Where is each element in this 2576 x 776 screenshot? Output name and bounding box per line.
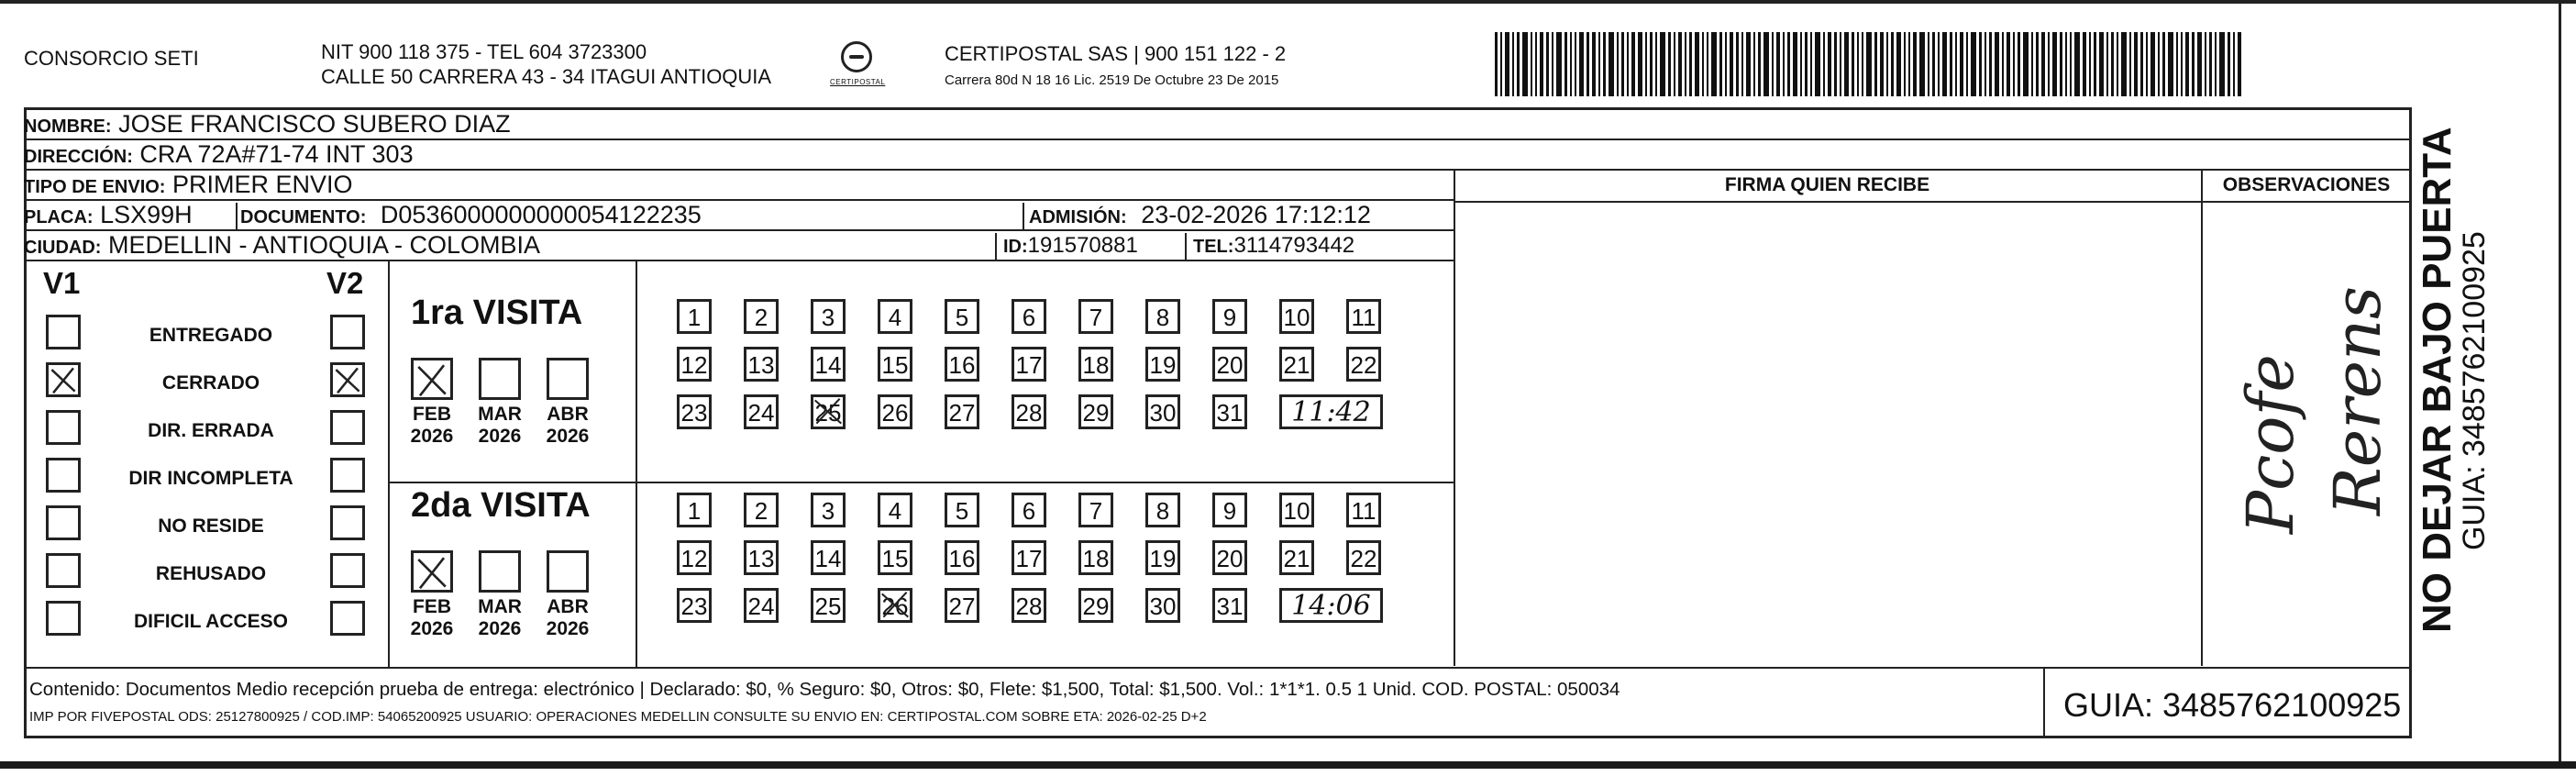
barcode-bar	[1540, 32, 1543, 96]
divider	[1185, 233, 1187, 261]
second-visit-title: 2da VISITA	[411, 486, 591, 525]
barcode-bar	[1517, 32, 1520, 96]
first-visit-day-box[interactable]: 29	[1078, 394, 1113, 429]
v2-checkbox[interactable]	[330, 601, 365, 636]
v2-checkbox[interactable]	[330, 410, 365, 445]
tipo-label: TIPO DE ENVIO:	[24, 177, 166, 197]
carrier-line: CERTIPOSTAL SAS | 900 151 122 - 2	[945, 42, 1287, 65]
v1-checkbox[interactable]	[46, 505, 81, 540]
first-visit-day-box[interactable]: 2	[744, 299, 779, 334]
top-border	[0, 0, 2576, 4]
barcode-bar	[2094, 32, 2096, 96]
second-visit-day-box[interactable]: 6	[1012, 493, 1046, 527]
footer-guia: GUIA: 3485762100925	[2063, 686, 2402, 724]
barcode-bar	[1711, 32, 1717, 96]
side-text	[2417, 0, 2491, 633]
first-visit-day-box[interactable]: 1	[677, 299, 712, 334]
barcode-bar	[2002, 32, 2004, 96]
first-visit-title: 1ra VISITA	[411, 294, 583, 332]
v2-checkbox[interactable]	[330, 315, 365, 349]
second-visit-day-box[interactable]: 21	[1279, 540, 1314, 575]
barcode-bar	[1776, 32, 1780, 96]
imp-line: IMP POR FIVEPOSTAL ODS: 25127800925 / COD.IMP: 54065200925 USUARIO: OPERACIONES MEDELLIN CONSULTE SU ENVIO EN: CERTIPOSTAL.COM SOBRE ETA: 2026-02-25 D+2	[29, 709, 1207, 725]
second-visit-day-box[interactable]: 7	[1078, 493, 1113, 527]
certipostal-logo	[830, 41, 885, 92]
barcode-bar	[1772, 32, 1774, 96]
first-visit-day-box[interactable]: 16	[945, 347, 979, 382]
first-visit-month-label: ABR 2026	[546, 404, 590, 447]
barcode-bar	[2117, 32, 2118, 96]
no-dejar-warning: NO DEJAR BAJO PUERTA	[2415, 127, 2460, 633]
documento-label: DOCUMENTO:	[240, 207, 367, 227]
first-visit-month-checkbox[interactable]	[411, 358, 453, 400]
barcode-bar	[2146, 32, 2148, 96]
barcode-bar	[1609, 32, 1614, 96]
row-nombre	[24, 110, 2412, 140]
handwriting-line-1: Pcofe	[2233, 354, 2308, 534]
id-label: ID:	[1003, 237, 1028, 257]
barcode-bar	[1707, 32, 1708, 96]
second-visit-day-box[interactable]: 30	[1145, 588, 1180, 623]
status-label: DIR INCOMPLETA	[128, 468, 293, 489]
first-visit-day-box[interactable]: 21	[1279, 347, 1314, 382]
barcode-bar	[2041, 32, 2045, 96]
status-label: DIR. ERRADA	[148, 420, 274, 441]
documento-value: D0536000000000054122235	[380, 201, 702, 228]
barcode-bar	[1645, 32, 1647, 96]
second-visit-day-box[interactable]: 8	[1145, 493, 1180, 527]
second-visit-day-box[interactable]: 31	[1212, 588, 1247, 623]
barcode-bar	[1753, 32, 1755, 96]
id-value: 191570881	[1027, 233, 1138, 258]
barcode-bar	[1886, 32, 1888, 96]
second-visit-day-box[interactable]: 15	[878, 540, 912, 575]
barcode-bar	[1862, 32, 1863, 96]
barcode-bar	[1598, 32, 1600, 96]
column-header-line	[1454, 201, 2412, 203]
barcode-bar	[1638, 32, 1642, 96]
first-visit-day-box[interactable]: 17	[1012, 347, 1046, 382]
second-visit-day-box[interactable]: 16	[945, 540, 979, 575]
barcode-bar	[1960, 32, 1963, 96]
barcode-bar	[1844, 32, 1849, 96]
barcode	[1495, 32, 2540, 96]
second-visit-day-box[interactable]: 29	[1078, 588, 1113, 623]
first-visit-day-box[interactable]: 10	[1279, 299, 1314, 334]
barcode-bar	[2176, 32, 2178, 96]
barcode-bar	[1955, 32, 1957, 96]
barcode-bar	[1535, 32, 1537, 96]
first-visit-day-box[interactable]: 14	[811, 347, 846, 382]
first-visit-day-box[interactable]: 3	[811, 299, 846, 334]
barcode-bar	[1979, 32, 1982, 96]
barcode-bar	[1763, 32, 1769, 96]
first-visit-day-box[interactable]: 11	[1346, 299, 1381, 334]
barcode-bar	[2129, 32, 2131, 96]
second-visit-day-box[interactable]: 5	[945, 493, 979, 527]
first-visit-day-box[interactable]: 9	[1212, 299, 1247, 334]
first-visit-month-checkbox[interactable]	[547, 358, 589, 400]
barcode-bar	[1736, 32, 1739, 96]
v1-checkbox[interactable]	[46, 553, 81, 588]
first-visit-day-box[interactable]: 18	[1078, 347, 1113, 382]
barcode-bar	[2052, 32, 2057, 96]
v2-checkbox[interactable]	[330, 362, 365, 397]
barcode-bar	[1741, 32, 1743, 96]
barcode-bar	[1787, 32, 1790, 96]
barcode-bar	[1746, 32, 1751, 96]
tel-label: TEL:	[1193, 237, 1234, 257]
first-visit-day-box[interactable]: 8	[1145, 299, 1180, 334]
second-visit-day-box[interactable]: 13	[744, 540, 779, 575]
right-border	[2559, 0, 2561, 761]
placa-value: LSX99H	[100, 201, 193, 228]
barcode-bar	[2150, 32, 2155, 96]
first-visit-day-box[interactable]: 12	[677, 347, 712, 382]
barcode-bar	[2205, 32, 2206, 96]
barcode-bar	[1815, 32, 1820, 96]
second-visit-month-checkbox[interactable]	[547, 550, 589, 593]
signature-area[interactable]	[1458, 204, 2196, 662]
barcode-bar	[1800, 32, 1802, 96]
barcode-bar	[2197, 32, 2202, 96]
barcode-bar	[1522, 32, 1528, 96]
barcode-bar	[1932, 32, 1935, 96]
first-visit-day-box[interactable]: 26	[878, 394, 912, 429]
barcode-bar	[1783, 32, 1785, 96]
barcode-bar	[1828, 32, 1831, 96]
first-visit-day-box[interactable]: 23	[677, 394, 712, 429]
barcode-bar	[2036, 32, 2039, 96]
v2-checkbox[interactable]	[330, 458, 365, 493]
barcode-bar	[2233, 32, 2235, 96]
barcode-bar	[2060, 32, 2062, 96]
second-visit-day-box[interactable]: 10	[1279, 493, 1314, 527]
barcode-bar	[2209, 32, 2212, 96]
first-visit-day-box[interactable]: 13	[744, 347, 779, 382]
v1-checkbox[interactable]	[46, 410, 81, 445]
barcode-bar	[2192, 32, 2195, 96]
row-tipo	[24, 171, 1454, 201]
visit-row-divider	[388, 482, 1454, 483]
second-visit-day-box[interactable]: 1	[677, 493, 712, 527]
barcode-bar	[1695, 32, 1699, 96]
second-visit-month-checkbox[interactable]	[411, 550, 453, 593]
barcode-bar	[1866, 32, 1872, 96]
first-visit-day-box[interactable]: 7	[1078, 299, 1113, 334]
first-visit-day-box[interactable]: 28	[1012, 394, 1046, 429]
barcode-bar	[1985, 32, 1986, 96]
second-visit-day-box[interactable]: 3	[811, 493, 846, 527]
barcode-bar	[1650, 32, 1653, 96]
obs-column-divider	[2201, 171, 2203, 666]
barcode-bar	[2219, 32, 2225, 96]
status-label: ENTREGADO	[149, 325, 273, 346]
barcode-bar	[1592, 32, 1596, 96]
first-visit-month-label: MAR 2026	[478, 404, 522, 447]
barcode-bar	[2238, 32, 2241, 96]
v1-checkbox[interactable]	[46, 458, 81, 493]
second-visit-day-box[interactable]: 23	[677, 588, 712, 623]
second-visit-month-checkbox[interactable]	[479, 550, 521, 593]
second-visit-day-box[interactable]: 28	[1012, 588, 1046, 623]
barcode-bar	[1570, 32, 1572, 96]
v1-checkbox[interactable]	[46, 362, 81, 397]
row-placa	[24, 201, 1454, 231]
barcode-bar	[1810, 32, 1812, 96]
admision-label: ADMISIÓN:	[1029, 207, 1127, 227]
logo-text: CERTIPOSTAL	[830, 78, 886, 86]
barcode-bar	[1702, 32, 1704, 96]
barcode-bar	[1685, 32, 1686, 96]
barcode-bar	[1966, 32, 1968, 96]
license-line: Carrera 80d N 18 16 Lic. 2519 De Octubre 23 De 2015	[945, 72, 1279, 88]
barcode-bar	[1852, 32, 1854, 96]
v1-header: V1	[43, 266, 81, 300]
barcode-bar	[1552, 32, 1553, 96]
barcode-bar	[2106, 32, 2108, 96]
barcode-bar	[1674, 32, 1675, 96]
v2-header: V2	[326, 266, 364, 300]
bottom-border	[0, 761, 2576, 769]
barcode-bar	[2013, 32, 2015, 96]
barcode-bar	[1919, 32, 1925, 96]
second-visit-day-box[interactable]: 12	[677, 540, 712, 575]
direccion-label: DIRECCIÓN:	[24, 147, 133, 167]
second-visit-day-box[interactable]: 2	[744, 493, 779, 527]
second-visit-time: 14:06	[1291, 590, 1371, 622]
barcode-bar	[1758, 32, 1761, 96]
row-direccion	[24, 140, 2412, 171]
barcode-bar	[1617, 32, 1619, 96]
barcode-bar	[1913, 32, 1917, 96]
ciudad-label: CIUDAD:	[24, 238, 102, 258]
barcode-bar	[1564, 32, 1567, 96]
barcode-bar	[1505, 32, 1509, 96]
barcode-bar	[1668, 32, 1671, 96]
second-visit-day-box[interactable]: 26	[878, 588, 912, 623]
nit-line: NIT 900 118 375 - TEL 604 3723300	[321, 40, 647, 63]
first-visit-month-label: FEB 2026	[410, 404, 454, 447]
barcode-bar	[2023, 32, 2029, 96]
barcode-bar	[1689, 32, 1692, 96]
second-visit-day-box[interactable]: 25	[811, 588, 846, 623]
v1-checkbox[interactable]	[46, 601, 81, 636]
barcode-bar	[1995, 32, 1999, 96]
barcode-bar	[1823, 32, 1825, 96]
visit-panel-divider	[636, 261, 637, 667]
status-label: REHUSADO	[155, 563, 267, 584]
barcode-bar	[2099, 32, 2104, 96]
barcode-bar	[1512, 32, 1514, 96]
barcode-bar	[1793, 32, 1797, 96]
second-visit-day-box[interactable]: 4	[878, 493, 912, 527]
ciudad-value: MEDELLIN - ANTIOQUIA - COLOMBIA	[107, 231, 541, 259]
barcode-bar	[2065, 32, 2067, 96]
first-visit-day-box[interactable]: 25	[811, 394, 846, 429]
barcode-bar	[2134, 32, 2138, 96]
barcode-bar	[1904, 32, 1906, 96]
second-visit-time-box[interactable]	[1279, 588, 1383, 623]
barcode-bar	[1603, 32, 1606, 96]
barcode-bar	[1938, 32, 1940, 96]
barcode-bar	[2074, 32, 2080, 96]
address-line: CALLE 50 CARRERA 43 - 34 ITAGUI ANTIOQUIA	[321, 65, 772, 88]
barcode-bar	[1942, 32, 1947, 96]
first-visit-time-box[interactable]	[1279, 394, 1383, 429]
barcode-bar	[2018, 32, 2020, 96]
barcode-bar	[2083, 32, 2086, 96]
firma-column-divider	[1454, 171, 1455, 666]
barcode-bar	[1971, 32, 1976, 96]
barcode-bar	[2140, 32, 2143, 96]
barcode-bar	[1621, 32, 1624, 96]
contenido-line: Contenido: Documentos Medio recepción prueba de entrega: electrónico | Declarado: $0, % Seguro: $0, Otros: $0, Flete: $1,500, Total: $1,500. Vol.: 1*1*1. 0.5 1 Unid. COD. POSTAL: 050034	[29, 679, 1620, 700]
second-visit-month-label: ABR 2026	[546, 596, 590, 639]
barcode-bar	[1556, 32, 1562, 96]
first-visit-day-box[interactable]: 4	[878, 299, 912, 334]
first-visit-day-box[interactable]: 20	[1212, 347, 1247, 382]
status-panel-divider	[388, 261, 390, 667]
second-visit-day-box[interactable]: 17	[1012, 540, 1046, 575]
handwriting-line-2: Rerens	[2320, 285, 2395, 515]
nombre-label: NOMBRE:	[24, 116, 112, 137]
first-visit-day-box[interactable]: 24	[744, 394, 779, 429]
barcode-bar	[1896, 32, 1901, 96]
row-ciudad	[24, 231, 1454, 261]
v1-checkbox[interactable]	[46, 315, 81, 349]
barcode-bar	[1531, 32, 1532, 96]
admision-value: 23-02-2026 17:12:12	[1141, 201, 1371, 228]
second-visit-month-label: MAR 2026	[478, 596, 522, 639]
barcode-bar	[1546, 32, 1549, 96]
barcode-bar	[2089, 32, 2091, 96]
side-guia: GUIA: 3485762100925	[2457, 231, 2492, 550]
barcode-bar	[1989, 32, 1992, 96]
barcode-bar	[2228, 32, 2230, 96]
barcode-bar	[2031, 32, 2033, 96]
second-visit-day-box[interactable]: 20	[1212, 540, 1247, 575]
first-visit-day-box[interactable]: 5	[945, 299, 979, 334]
v2-checkbox[interactable]	[330, 553, 365, 588]
barcode-bar	[1880, 32, 1884, 96]
barcode-bar	[1950, 32, 1952, 96]
second-visit-day-box[interactable]: 19	[1145, 540, 1180, 575]
barcode-bar	[1655, 32, 1657, 96]
barcode-bar	[2121, 32, 2127, 96]
second-visit-day-box[interactable]: 27	[945, 588, 979, 623]
barcode-bar	[1908, 32, 1910, 96]
company-name: CONSORCIO SETI	[24, 47, 199, 70]
barcode-bar	[2070, 32, 2072, 96]
first-visit-day-box[interactable]: 27	[945, 394, 979, 429]
second-visit-day-box[interactable]: 22	[1346, 540, 1381, 575]
footer-divider	[24, 667, 2412, 669]
observaciones-area[interactable]	[2206, 204, 2407, 662]
status-label: DIFICIL ACCESO	[133, 611, 288, 632]
barcode-bar	[1928, 32, 1929, 96]
status-label: NO RESIDE	[158, 515, 264, 537]
second-visit-day-box[interactable]: 14	[811, 540, 846, 575]
barcode-bar	[1575, 32, 1576, 96]
divider	[1023, 203, 1024, 231]
barcode-bar	[1495, 32, 1498, 96]
tel-value: 3114793442	[1233, 233, 1355, 258]
barcode-bar	[1660, 32, 1665, 96]
barcode-bar	[1840, 32, 1841, 96]
barcode-bar	[1891, 32, 1894, 96]
barcode-bar	[2158, 32, 2160, 96]
second-visit-day-box[interactable]: 9	[1212, 493, 1247, 527]
barcode-bar	[2181, 32, 2183, 96]
first-visit-time: 11:42	[1291, 396, 1371, 428]
barcode-bar	[2215, 32, 2217, 96]
nombre-value: JOSE FRANCISCO SUBERO DIAZ	[118, 110, 511, 138]
barcode-bar	[2162, 32, 2165, 96]
barcode-bar	[1587, 32, 1589, 96]
barcode-bar	[2048, 32, 2050, 96]
second-visit-day-box[interactable]: 11	[1346, 493, 1381, 527]
barcode-bar	[2111, 32, 2114, 96]
second-visit-day-box[interactable]: 24	[744, 588, 779, 623]
direccion-value: CRA 72A#71-74 INT 303	[139, 140, 414, 168]
first-visit-day-box[interactable]: 22	[1346, 347, 1381, 382]
v2-checkbox[interactable]	[330, 505, 365, 540]
barcode-bar	[1805, 32, 1808, 96]
divider	[236, 203, 238, 231]
observaciones-header: OBSERVACIONES	[2222, 174, 2391, 195]
barcode-bar	[1579, 32, 1584, 96]
first-visit-month-checkbox[interactable]	[479, 358, 521, 400]
barcode-bar	[1857, 32, 1859, 96]
first-visit-day-box[interactable]: 19	[1145, 347, 1180, 382]
barcode-bar	[2185, 32, 2189, 96]
second-visit-month-label: FEB 2026	[410, 596, 454, 639]
first-visit-day-box[interactable]: 30	[1145, 394, 1180, 429]
barcode-bar	[1627, 32, 1629, 96]
barcode-bar	[1725, 32, 1727, 96]
barcode-bar	[1730, 32, 1733, 96]
observaciones-handwriting	[2206, 204, 2407, 662]
barcode-bar	[2168, 32, 2173, 96]
first-visit-day-box[interactable]: 31	[1212, 394, 1247, 429]
status-label: CERRADO	[161, 372, 260, 394]
barcode-bar	[2007, 32, 2010, 96]
barcode-bar	[1874, 32, 1877, 96]
placa-label: PLACA:	[24, 207, 94, 227]
barcode-bar	[1500, 32, 1502, 96]
barcode-bar	[1719, 32, 1722, 96]
barcode-bar	[1678, 32, 1682, 96]
barcode-bar	[1834, 32, 1837, 96]
divider	[995, 233, 997, 261]
second-visit-day-box[interactable]: 18	[1078, 540, 1113, 575]
footer-guia-divider	[2043, 667, 2045, 738]
first-visit-day-box[interactable]: 15	[878, 347, 912, 382]
firma-header: FIRMA QUIEN RECIBE	[1724, 174, 1930, 195]
first-visit-day-box[interactable]: 6	[1012, 299, 1046, 334]
barcode-bar	[1631, 32, 1635, 96]
tipo-value: PRIMER ENVIO	[171, 171, 353, 198]
